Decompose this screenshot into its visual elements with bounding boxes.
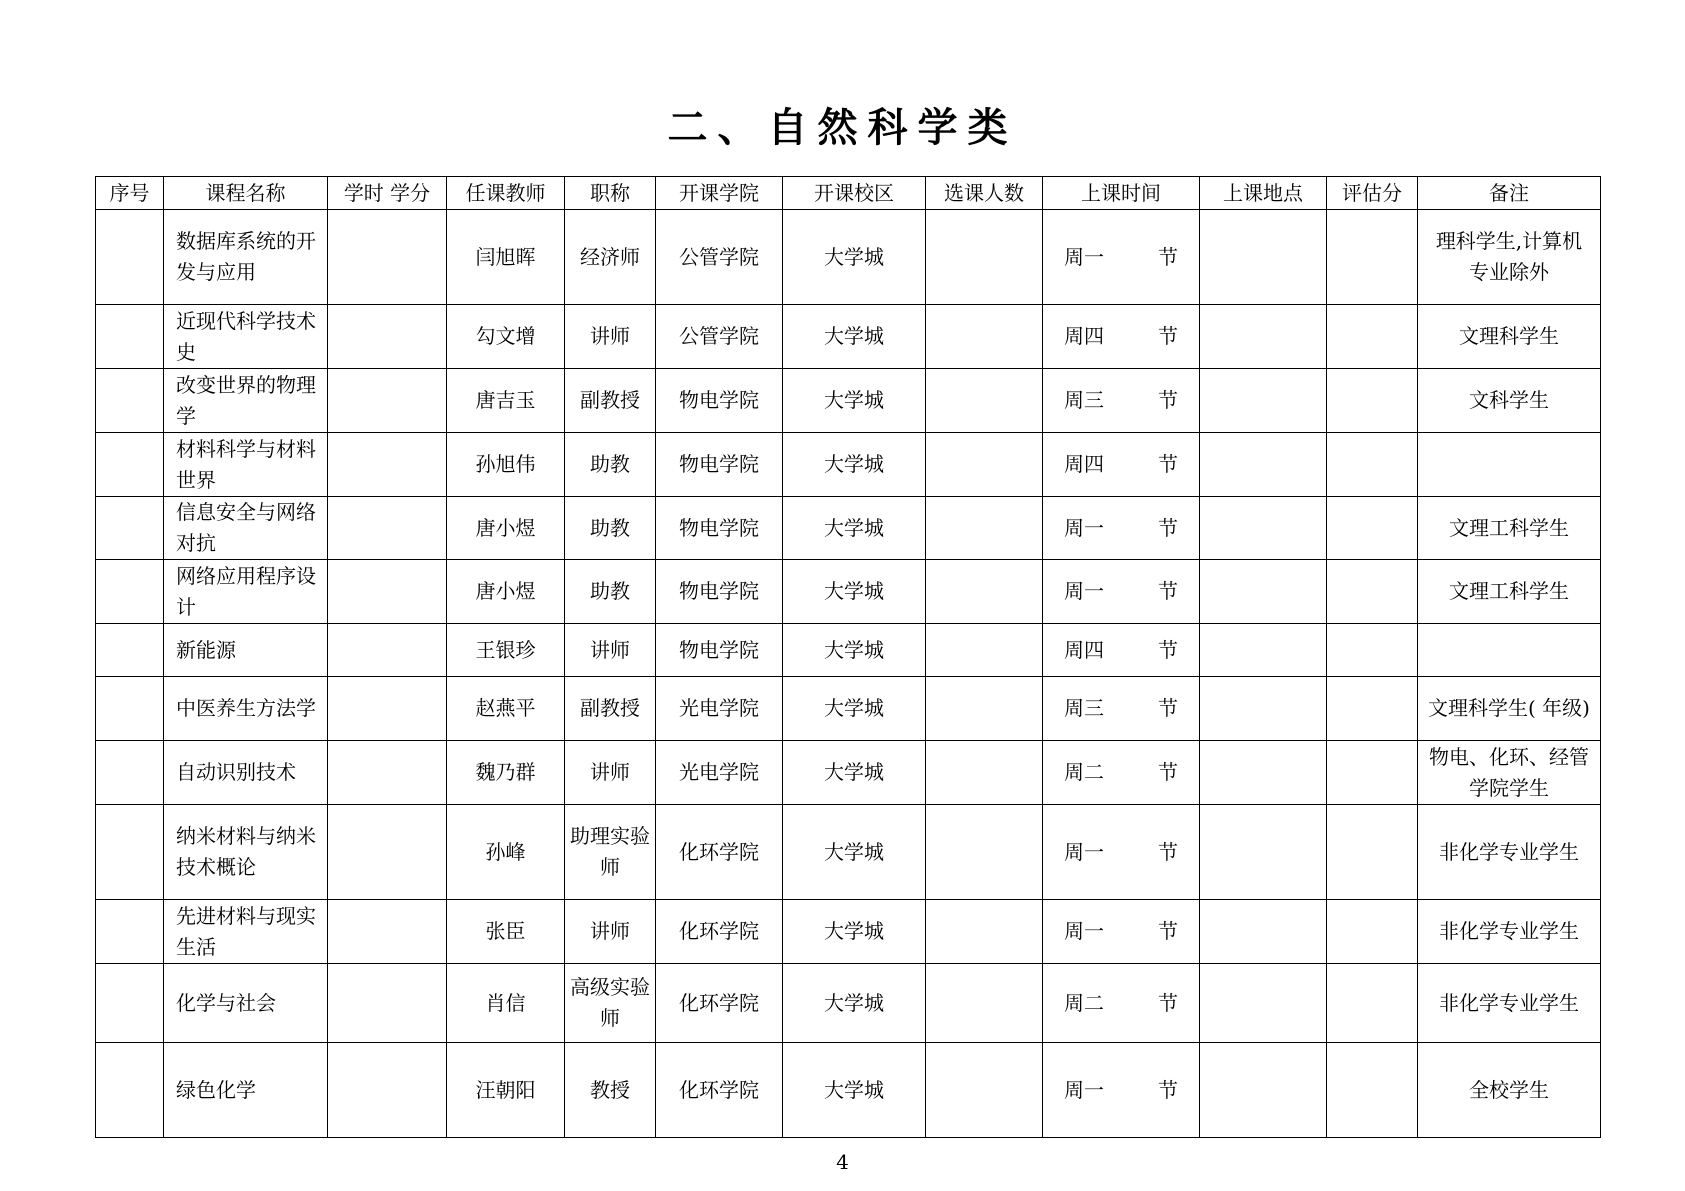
- class-time-cell: [1043, 900, 1200, 964]
- column-header: 选课人数: [926, 177, 1043, 210]
- location-cell: [1200, 560, 1327, 624]
- class-day: 周二: [1064, 760, 1104, 784]
- class-day: 周一: [1064, 919, 1104, 943]
- column-header: 上课时间: [1043, 177, 1200, 210]
- location-cell: [1200, 900, 1327, 964]
- column-header: 开课学院: [656, 177, 783, 210]
- note-cell: [1418, 624, 1601, 677]
- class-day: 周四: [1064, 637, 1104, 662]
- rank-cell: 高级实验师: [565, 964, 656, 1043]
- serial-cell: [96, 677, 164, 741]
- rank-cell: 讲师: [565, 305, 656, 369]
- college-cell: 化环学院: [656, 900, 783, 964]
- college-cell: 物电学院: [656, 369, 783, 433]
- column-header: 序号: [96, 177, 164, 210]
- teacher-cell: 张臣: [447, 900, 565, 964]
- campus-cell: 大学城: [783, 900, 926, 964]
- class-time-cell: [1043, 1043, 1200, 1138]
- enrollment-cell: [926, 210, 1043, 305]
- table-row: [96, 624, 1601, 677]
- enrollment-cell: [926, 433, 1043, 497]
- serial-cell: [96, 210, 164, 305]
- rank-cell: 副教授: [565, 677, 656, 741]
- note-cell: 文理工科学生: [1418, 560, 1601, 624]
- hours-credits-cell: [328, 305, 447, 369]
- serial-cell: [96, 624, 164, 677]
- hours-credits-cell: [328, 497, 447, 560]
- hours-credits-cell: [328, 805, 447, 900]
- table-row: [96, 560, 1601, 624]
- college-cell: 化环学院: [656, 805, 783, 900]
- table-row: [96, 210, 1601, 305]
- class-day: 周一: [1064, 515, 1104, 540]
- class-time-cell: [1043, 305, 1200, 369]
- teacher-cell: 王银珍: [447, 624, 565, 677]
- table-row: [96, 433, 1601, 497]
- hours-credits-cell: [328, 433, 447, 497]
- class-time-cell: [1043, 964, 1200, 1043]
- class-day: 周三: [1064, 696, 1104, 720]
- class-time-cell: [1043, 741, 1200, 805]
- course-name-cell: 数据库系统的开发与应用: [164, 210, 328, 305]
- class-period: 节: [1158, 244, 1178, 269]
- college-cell: 物电学院: [656, 560, 783, 624]
- score-cell: [1327, 305, 1418, 369]
- class-day: 周一: [1064, 244, 1104, 269]
- class-time-cell: [1043, 210, 1200, 305]
- enrollment-cell: [926, 805, 1043, 900]
- class-period: 节: [1158, 696, 1178, 720]
- college-cell: 公管学院: [656, 210, 783, 305]
- enrollment-cell: [926, 624, 1043, 677]
- hours-credits-cell: [328, 1043, 447, 1138]
- score-cell: [1327, 677, 1418, 741]
- college-cell: 化环学院: [656, 964, 783, 1043]
- course-name-cell: 新能源: [164, 624, 328, 677]
- hours-credits-cell: [328, 900, 447, 964]
- enrollment-cell: [926, 560, 1043, 624]
- teacher-cell: 闫旭晖: [447, 210, 565, 305]
- college-cell: 物电学院: [656, 497, 783, 560]
- class-period: 节: [1158, 760, 1178, 784]
- class-time-cell: [1043, 805, 1200, 900]
- rank-cell: 副教授: [565, 369, 656, 433]
- table-row: [96, 1043, 1601, 1138]
- college-cell: 物电学院: [656, 624, 783, 677]
- class-period: 节: [1158, 990, 1178, 1015]
- campus-cell: 大学城: [783, 433, 926, 497]
- score-cell: [1327, 964, 1418, 1043]
- class-period: 节: [1158, 324, 1178, 348]
- hours-credits-cell: [328, 624, 447, 677]
- teacher-cell: 唐小煜: [447, 560, 565, 624]
- college-cell: 物电学院: [656, 433, 783, 497]
- serial-cell: [96, 369, 164, 433]
- rank-cell: 讲师: [565, 900, 656, 964]
- hours-credits-cell: [328, 560, 447, 624]
- teacher-cell: 赵燕平: [447, 677, 565, 741]
- location-cell: [1200, 369, 1327, 433]
- class-period: 节: [1158, 919, 1178, 943]
- class-day: 周四: [1064, 324, 1104, 348]
- campus-cell: 大学城: [783, 369, 926, 433]
- course-name-cell: 中医养生方法学: [164, 677, 328, 741]
- table-row: [96, 497, 1601, 560]
- class-period: 节: [1158, 839, 1178, 864]
- page-number: 4: [836, 1150, 849, 1174]
- hours-credits-cell: [328, 210, 447, 305]
- course-table: [95, 176, 1601, 1138]
- location-cell: [1200, 433, 1327, 497]
- class-day: 周一: [1064, 579, 1104, 603]
- score-cell: [1327, 497, 1418, 560]
- rank-cell: 讲师: [565, 741, 656, 805]
- column-header: 备注: [1418, 177, 1601, 210]
- class-day: 周一: [1064, 1077, 1104, 1102]
- class-period: 节: [1158, 637, 1178, 662]
- serial-cell: [96, 305, 164, 369]
- teacher-cell: 肖信: [447, 964, 565, 1043]
- score-cell: [1327, 624, 1418, 677]
- class-time-cell: [1043, 624, 1200, 677]
- score-cell: [1327, 560, 1418, 624]
- location-cell: [1200, 805, 1327, 900]
- table-row: [96, 369, 1601, 433]
- rank-cell: 助教: [565, 497, 656, 560]
- table-row: [96, 677, 1601, 741]
- campus-cell: 大学城: [783, 677, 926, 741]
- location-cell: [1200, 741, 1327, 805]
- campus-cell: 大学城: [783, 305, 926, 369]
- table-row: [96, 741, 1601, 805]
- course-name-cell: 绿色化学: [164, 1043, 328, 1138]
- table-row: [96, 900, 1601, 964]
- serial-cell: [96, 497, 164, 560]
- rank-cell: 助教: [565, 433, 656, 497]
- campus-cell: 大学城: [783, 497, 926, 560]
- class-time-cell: [1043, 677, 1200, 741]
- teacher-cell: 孙峰: [447, 805, 565, 900]
- campus-cell: 大学城: [783, 1043, 926, 1138]
- hours-credits-cell: [328, 741, 447, 805]
- note-cell: 全校学生: [1418, 1043, 1601, 1138]
- enrollment-cell: [926, 900, 1043, 964]
- rank-cell: 经济师: [565, 210, 656, 305]
- score-cell: [1327, 805, 1418, 900]
- serial-cell: [96, 900, 164, 964]
- enrollment-cell: [926, 1043, 1043, 1138]
- score-cell: [1327, 433, 1418, 497]
- enrollment-cell: [926, 305, 1043, 369]
- class-day: 周三: [1064, 388, 1104, 412]
- location-cell: [1200, 497, 1327, 560]
- teacher-cell: 唐小煜: [447, 497, 565, 560]
- teacher-cell: 唐吉玉: [447, 369, 565, 433]
- column-header: 任课教师: [447, 177, 565, 210]
- table-row: [96, 305, 1601, 369]
- class-period: 节: [1158, 388, 1178, 412]
- rank-cell: 助理实验师: [565, 805, 656, 900]
- course-name-cell: 近现代科学技术史: [164, 305, 328, 369]
- enrollment-cell: [926, 497, 1043, 560]
- rank-cell: 教授: [565, 1043, 656, 1138]
- enrollment-cell: [926, 964, 1043, 1043]
- column-header: 职称: [565, 177, 656, 210]
- score-cell: [1327, 741, 1418, 805]
- class-time-cell: [1043, 369, 1200, 433]
- location-cell: [1200, 677, 1327, 741]
- column-header: 上课地点: [1200, 177, 1327, 210]
- serial-cell: [96, 805, 164, 900]
- page-title: 二、自然科学类: [667, 104, 1018, 151]
- enrollment-cell: [926, 369, 1043, 433]
- college-cell: 光电学院: [656, 677, 783, 741]
- note-cell: 文理科学生: [1418, 305, 1601, 369]
- course-name-cell: 材料科学与材料世界: [164, 433, 328, 497]
- college-cell: 公管学院: [656, 305, 783, 369]
- column-header: 开课校区: [783, 177, 926, 210]
- table-header-row: [96, 177, 1601, 210]
- note-cell: 物电、化环、经管学院学生: [1418, 741, 1601, 805]
- class-period: 节: [1158, 579, 1178, 603]
- enrollment-cell: [926, 677, 1043, 741]
- table-row: [96, 964, 1601, 1043]
- campus-cell: 大学城: [783, 624, 926, 677]
- score-cell: [1327, 210, 1418, 305]
- column-header: 课程名称: [164, 177, 328, 210]
- class-day: 周四: [1064, 452, 1104, 476]
- serial-cell: [96, 964, 164, 1043]
- note-cell: 文理科学生( 年级): [1418, 677, 1601, 741]
- teacher-cell: 魏乃群: [447, 741, 565, 805]
- campus-cell: 大学城: [783, 560, 926, 624]
- location-cell: [1200, 1043, 1327, 1138]
- note-cell: 文理工科学生: [1418, 497, 1601, 560]
- score-cell: [1327, 1043, 1418, 1138]
- class-day: 周一: [1064, 839, 1104, 864]
- location-cell: [1200, 210, 1327, 305]
- table-row: [96, 805, 1601, 900]
- class-period: 节: [1158, 515, 1178, 540]
- serial-cell: [96, 1043, 164, 1138]
- hours-credits-cell: [328, 369, 447, 433]
- enrollment-cell: [926, 741, 1043, 805]
- note-cell: 非化学专业学生: [1418, 805, 1601, 900]
- column-header: 学时 学分: [328, 177, 447, 210]
- note-cell: 理科学生,计算机专业除外: [1418, 210, 1601, 305]
- class-time-cell: [1043, 433, 1200, 497]
- rank-cell: 助教: [565, 560, 656, 624]
- note-cell: [1418, 433, 1601, 497]
- campus-cell: 大学城: [783, 741, 926, 805]
- campus-cell: 大学城: [783, 210, 926, 305]
- class-time-cell: [1043, 497, 1200, 560]
- campus-cell: 大学城: [783, 964, 926, 1043]
- college-cell: 光电学院: [656, 741, 783, 805]
- score-cell: [1327, 900, 1418, 964]
- course-name-cell: 化学与社会: [164, 964, 328, 1043]
- note-cell: 非化学专业学生: [1418, 900, 1601, 964]
- course-name-cell: 改变世界的物理学: [164, 369, 328, 433]
- serial-cell: [96, 741, 164, 805]
- column-header: 评估分: [1327, 177, 1418, 210]
- hours-credits-cell: [328, 677, 447, 741]
- hours-credits-cell: [328, 964, 447, 1043]
- class-period: 节: [1158, 452, 1178, 476]
- course-name-cell: 信息安全与网络对抗: [164, 497, 328, 560]
- class-period: 节: [1158, 1077, 1178, 1102]
- course-name-cell: 先进材料与现实生活: [164, 900, 328, 964]
- rank-cell: 讲师: [565, 624, 656, 677]
- serial-cell: [96, 433, 164, 497]
- class-time-cell: [1043, 560, 1200, 624]
- class-day: 周二: [1064, 990, 1104, 1015]
- score-cell: [1327, 369, 1418, 433]
- serial-cell: [96, 560, 164, 624]
- location-cell: [1200, 964, 1327, 1043]
- campus-cell: 大学城: [783, 805, 926, 900]
- teacher-cell: 孙旭伟: [447, 433, 565, 497]
- note-cell: 文科学生: [1418, 369, 1601, 433]
- location-cell: [1200, 624, 1327, 677]
- college-cell: 化环学院: [656, 1043, 783, 1138]
- location-cell: [1200, 305, 1327, 369]
- note-cell: 非化学专业学生: [1418, 964, 1601, 1043]
- teacher-cell: 汪朝阳: [447, 1043, 565, 1138]
- course-name-cell: 纳米材料与纳米技术概论: [164, 805, 328, 900]
- teacher-cell: 勾文增: [447, 305, 565, 369]
- course-name-cell: 网络应用程序设计: [164, 560, 328, 624]
- course-name-cell: 自动识别技术: [164, 741, 328, 805]
